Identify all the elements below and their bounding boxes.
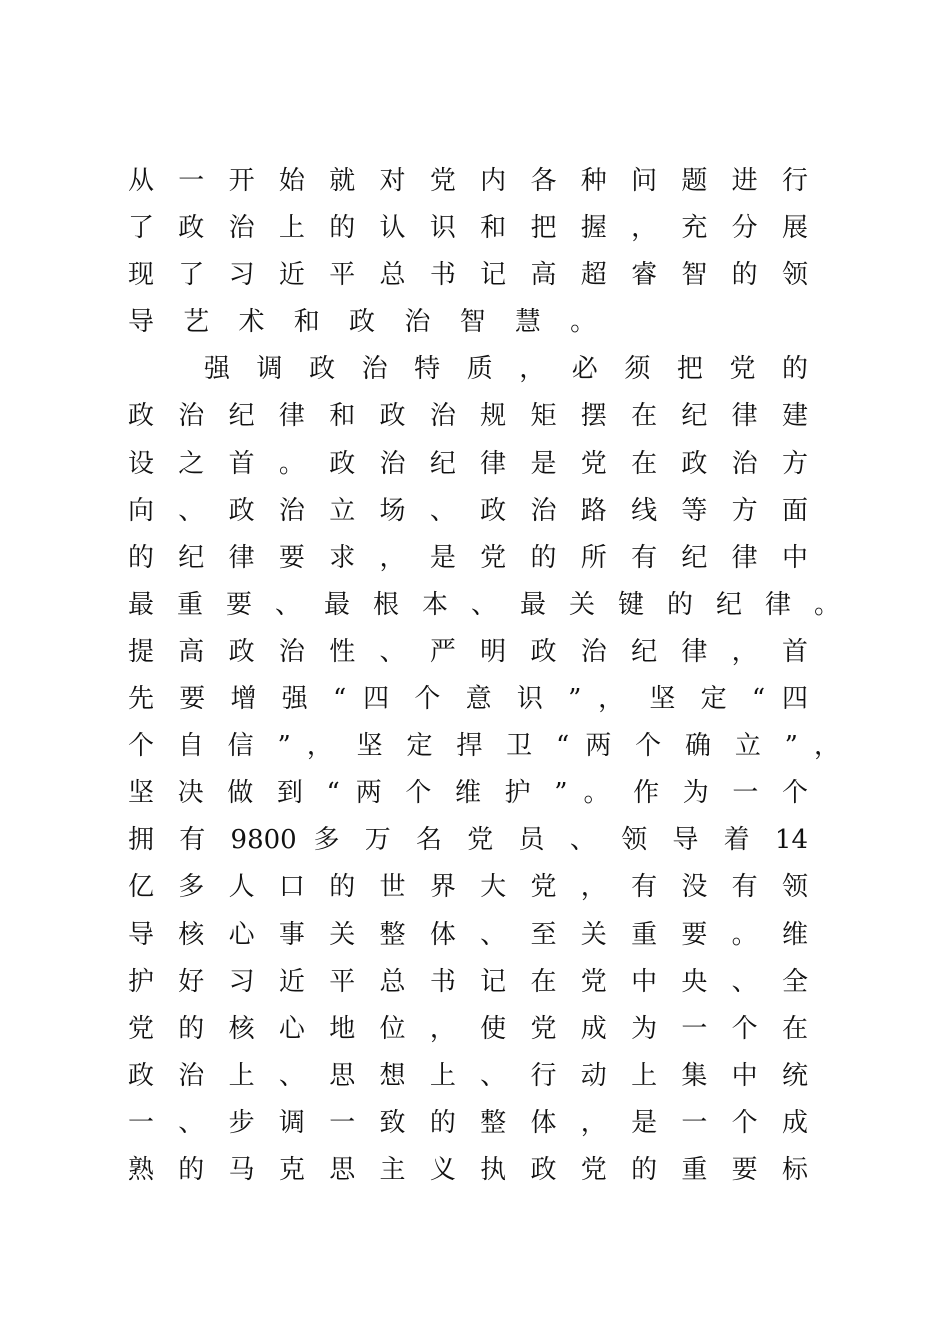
- text-line: [128, 393, 858, 440]
- text-line: [128, 770, 858, 817]
- body-text: [128, 158, 858, 1194]
- text-line-content: 向 、 政 治 立 场 、 政 治 路 线 等 方 面: [128, 495, 808, 526]
- text-line: [128, 1006, 858, 1053]
- text-line-content: 政 治 纪 律 和 政 治 规 矩 摆 在 纪 律 建: [128, 401, 808, 432]
- text-line: [128, 535, 858, 582]
- text-line: [128, 676, 858, 723]
- text-line-content: 强 调 政 治 特 质 ， 必 须 把 党 的: [204, 354, 808, 385]
- text-line-content: 亿 多 人 口 的 世 界 大 党 ， 有 没 有 领: [128, 872, 808, 903]
- text-line-content: 从 一 开 始 就 对 党 内 各 种 问 题 进 行: [128, 166, 808, 196]
- text-line-content: 导 核 心 事 关 整 体 、 至 关 重 要 。 维: [128, 919, 808, 950]
- text-line-content: 最 重 要 、 最 根 本 、 最 关 键 的 纪 律 。: [128, 589, 840, 620]
- text-line: [128, 629, 858, 676]
- text-line: [128, 582, 858, 629]
- text-line-content: 了 政 治 上 的 认 识 和 把 握 ， 充 分 展: [128, 213, 808, 244]
- text-line-content: 的 纪 律 要 求 ， 是 党 的 所 有 纪 律 中: [128, 542, 808, 573]
- text-line: [128, 959, 858, 1006]
- text-line: [128, 252, 858, 299]
- text-line-content: 个 自 信 ” ， 坚 定 捍 卫 “ 两 个 确 立 ” ，: [128, 731, 840, 762]
- text-line: [128, 488, 858, 535]
- text-line: [128, 1100, 858, 1147]
- text-line-content: 一 、 步 调 一 致 的 整 体 ， 是 一 个 成: [128, 1107, 808, 1138]
- text-line: [128, 817, 858, 864]
- text-line-content: 设 之 首 。 政 治 纪 律 是 党 在 政 治 方: [128, 448, 808, 479]
- text-line: [128, 346, 858, 393]
- text-line-content: 现 了 习 近 平 总 书 记 高 超 睿 智 的 领: [128, 260, 808, 291]
- text-line: [128, 205, 858, 252]
- text-line-content: 坚 决 做 到 “ 两 个 维 护 ” 。 作 为 一 个: [128, 778, 808, 809]
- text-line-content: 先 要 增 强 “ 四 个 意 识 ” ， 坚 定 “ 四: [128, 684, 808, 715]
- text-line: [128, 299, 858, 346]
- text-line: [128, 1147, 858, 1194]
- text-line-content: 党 的 核 心 地 位 ， 使 党 成 为 一 个 在: [128, 1013, 808, 1044]
- text-line: [128, 158, 858, 205]
- text-line: [128, 1053, 858, 1100]
- text-line: [128, 912, 858, 959]
- text-line-content: 提 高 政 治 性 、 严 明 政 治 纪 律 ， 首: [128, 636, 808, 667]
- text-line-content: 熟 的 马 克 思 主 义 执 政 党 的 重 要 标: [128, 1154, 808, 1185]
- text-line: [128, 441, 858, 488]
- text-line: [128, 723, 858, 770]
- text-line-content: 护 好 习 近 平 总 书 记 在 党 中 央 、 全: [128, 966, 808, 997]
- text-line-content: 拥 有 9800 多 万 名 党 员 、 领 导 着 14: [128, 825, 808, 856]
- text-line-content: 导 艺 术 和 政 治 智 慧 。: [128, 307, 597, 338]
- text-line: [128, 864, 858, 911]
- text-line-content: 政 治 上 、 思 想 上 、 行 动 上 集 中 统: [128, 1060, 808, 1091]
